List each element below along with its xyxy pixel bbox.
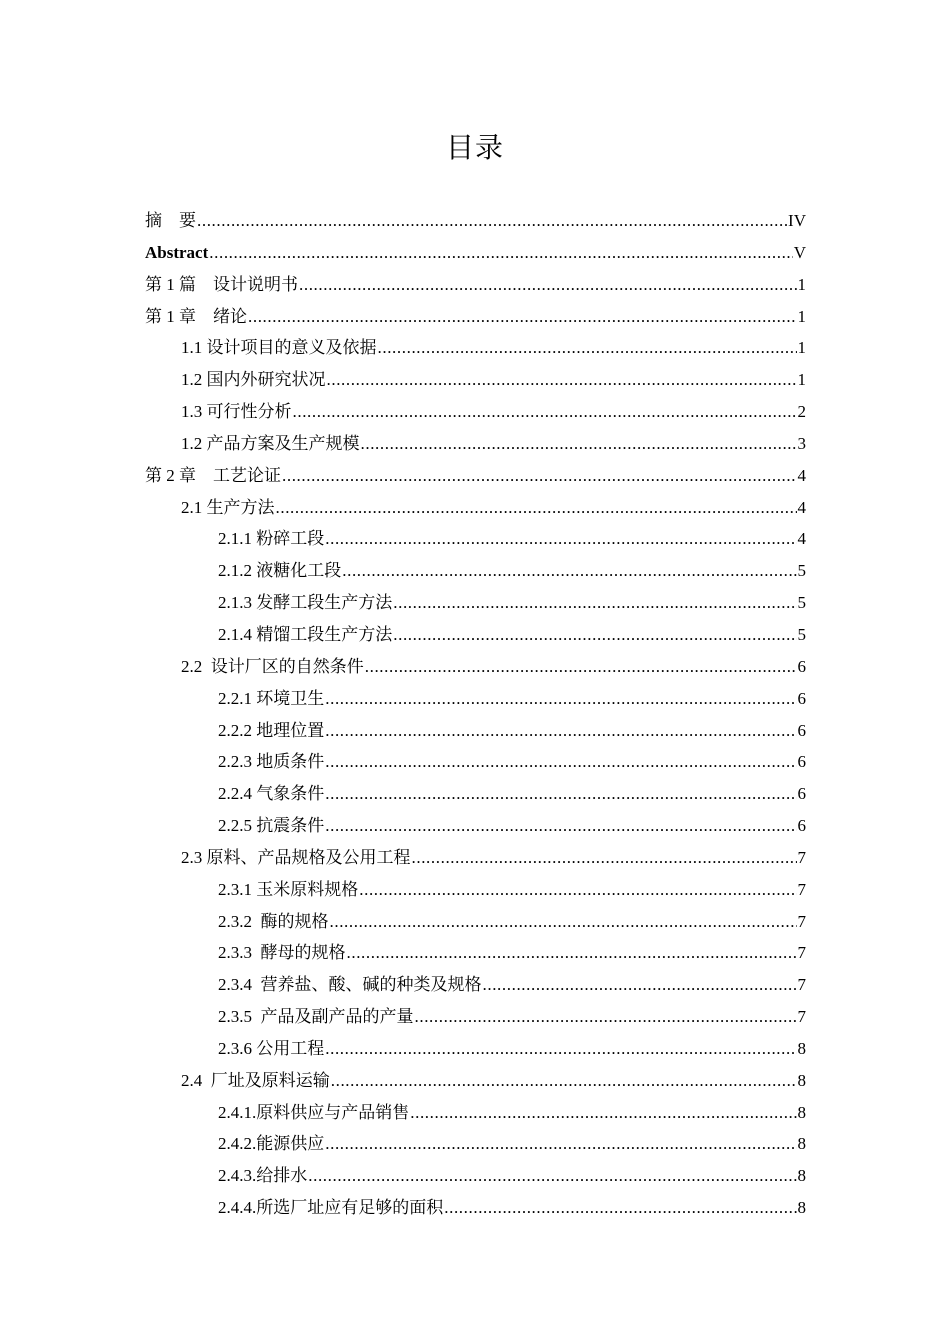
toc-entry-page-number: 8 [797,1166,806,1186]
toc-leader-dots [415,1001,797,1033]
toc-entry-page-number: 7 [797,1007,806,1027]
toc-entry-page-number: 5 [797,561,806,581]
toc-entry-label: 2.2.1 环境卫生 [218,688,325,708]
toc-entry-page-number: 5 [797,593,806,613]
toc-entry-page-number: 4 [797,529,806,549]
toc-entry-label: 2.3.2 酶的规格 [218,911,329,931]
toc-leader-dots [325,746,796,778]
toc-entry-page-number: 5 [797,624,806,644]
toc-entry-label: 2.3.6 公用工程 [218,1038,325,1058]
toc-entry-label: 2.1 生产方法 [181,497,275,517]
toc-entry[interactable] [145,874,806,906]
toc-entry-page-number: 1 [797,274,806,294]
toc-leader-dots [410,1097,796,1129]
toc-entry-page-number: 7 [797,975,806,995]
toc-entry-label: 2.4.1.原料供应与产品销售 [218,1102,410,1122]
toc-entry-label: 2.4 厂址及原料运输 [181,1070,330,1090]
toc-leader-dots [308,1160,796,1192]
toc-entry[interactable] [145,1160,806,1192]
toc-entry-page-number: 8 [797,1070,806,1090]
toc-leader-dots [393,619,796,651]
toc-entry[interactable] [145,1001,806,1033]
toc-leader-dots [325,715,796,747]
toc-entry-label: 2.3.4 营养盐、酸、碱的种类及规格 [218,975,482,995]
toc-leader-dots [330,906,797,938]
toc-entry-label: 1.2 产品方案及生产规模 [181,433,360,453]
toc-entry-label: 第 2 章 工艺论证 [145,465,281,485]
toc-entry-page-number: 8 [797,1134,806,1154]
toc-entry[interactable] [145,969,806,1001]
toc-entry[interactable] [145,237,806,269]
toc-entry-page-number: 7 [797,943,806,963]
toc-entry-page-number: 8 [797,1198,806,1218]
toc-entry[interactable] [145,619,806,651]
toc-entry-page-number: 4 [797,497,806,517]
toc-leader-dots [483,969,797,1001]
toc-entry-page-number: 4 [797,465,806,485]
toc-entry[interactable] [145,906,806,938]
toc-entry-label: 2.2.4 气象条件 [218,784,325,804]
toc-leader-dots [276,492,797,524]
table-of-contents [145,205,806,1224]
toc-entry-page-number: 6 [797,816,806,836]
toc-entry[interactable] [145,396,806,428]
toc-entry-label: 2.1.2 液糖化工段 [218,561,342,581]
toc-leader-dots [365,651,797,683]
toc-entry-page-number: 6 [797,752,806,772]
toc-entry-label: 2.1.1 粉碎工段 [218,529,325,549]
toc-entry[interactable] [145,937,806,969]
toc-entry-page-number: 2 [797,402,806,422]
toc-leader-dots [331,1065,797,1097]
toc-entry-page-number: 7 [797,911,806,931]
toc-entry-label: 1.2 国内外研究状况 [181,370,326,390]
toc-leader-dots [299,269,797,301]
toc-entry-label: 2.2.3 地质条件 [218,752,325,772]
toc-leader-dots [359,874,796,906]
toc-entry-label: 2.2.5 抗震条件 [218,816,325,836]
toc-entry[interactable] [145,523,806,555]
toc-leader-dots [325,1128,796,1160]
toc-leader-dots [325,778,796,810]
toc-entry-label: 第 1 章 绪论 [145,306,247,326]
toc-leader-dots [325,683,796,715]
toc-entry[interactable] [145,428,806,460]
toc-leader-dots [282,460,797,492]
toc-entry-label: 1.3 可行性分析 [181,402,292,422]
toc-entry[interactable] [145,1065,806,1097]
toc-leader-dots [444,1192,796,1224]
toc-entry-page-number: V [793,242,806,262]
toc-leader-dots [209,237,792,269]
toc-entry-label: 1.1 设计项目的意义及依据 [181,338,377,358]
toc-entry-page-number: 6 [797,720,806,740]
toc-entry[interactable] [145,332,806,364]
toc-entry-page-number: 6 [797,688,806,708]
toc-leader-dots [393,587,796,619]
toc-entry-label: 2.4.4.所选厂址应有足够的面积 [218,1198,444,1218]
toc-entry-label: 2.3.1 玉米原料规格 [218,879,359,899]
toc-entry[interactable] [145,1128,806,1160]
toc-leader-dots [325,523,796,555]
toc-entry[interactable] [145,364,806,396]
toc-entry-label: 2.3 原料、产品规格及公用工程 [181,847,411,867]
toc-entry-label: 第 1 篇 设计说明书 [145,274,298,294]
toc-entry-page-number: IV [788,211,806,230]
toc-entry[interactable] [145,1192,806,1224]
toc-entry-label: 2.2 设计厂区的自然条件 [181,656,364,676]
toc-entry-label: 2.3.3 酵母的规格 [218,943,346,963]
toc-entry[interactable] [145,842,806,874]
toc-leader-dots [342,555,796,587]
toc-entry-page-number: 7 [797,847,806,867]
toc-leader-dots [361,428,797,460]
toc-entry-label: 2.1.4 精馏工段生产方法 [218,624,393,644]
toc-entry[interactable] [145,715,806,747]
toc-entry-page-number: 3 [797,433,806,453]
toc-entry-page-number: 8 [797,1038,806,1058]
toc-entry-label: 2.1.3 发酵工段生产方法 [218,593,393,613]
toc-entry-page-number: 8 [797,1102,806,1122]
toc-entry[interactable] [145,492,806,524]
toc-entry-label: 摘 要 [145,211,196,230]
toc-entry-page-number: 1 [797,370,806,390]
toc-leader-dots [325,1033,796,1065]
toc-entry[interactable] [145,683,806,715]
toc-entry[interactable] [145,269,806,301]
toc-entry-label: 2.3.5 产品及副产品的产量 [218,1007,414,1027]
toc-entry-page-number: 6 [797,784,806,804]
toc-entry[interactable] [145,810,806,842]
toc-leader-dots [325,810,796,842]
toc-leader-dots [197,205,787,237]
toc-entry[interactable] [145,778,806,810]
toc-entry[interactable] [145,301,806,333]
page-title: 目录 [445,131,504,164]
toc-leader-dots [293,396,797,428]
toc-entry-page-number: 1 [797,338,806,358]
toc-leader-dots [327,364,797,396]
toc-entry[interactable] [145,460,806,492]
toc-entry[interactable] [145,746,806,778]
toc-entry-page-number: 1 [797,306,806,326]
toc-entry-page-number: 7 [797,879,806,899]
toc-leader-dots [378,332,797,364]
toc-entry-label: 2.4.2.能源供应 [218,1134,325,1154]
toc-entry-page-number: 6 [797,656,806,676]
toc-entry-label: 2.2.2 地理位置 [218,720,325,740]
toc-entry[interactable] [145,205,806,237]
toc-entry[interactable] [145,1097,806,1129]
toc-leader-dots [347,937,797,969]
toc-leader-dots [412,842,797,874]
toc-leader-dots [248,301,797,333]
toc-entry[interactable] [145,587,806,619]
toc-entry[interactable] [145,555,806,587]
toc-entry-label: Abstract [145,242,209,262]
toc-entry[interactable] [145,1033,806,1065]
toc-entry[interactable] [145,651,806,683]
toc-entry-label: 2.4.3.给排水 [218,1166,308,1186]
